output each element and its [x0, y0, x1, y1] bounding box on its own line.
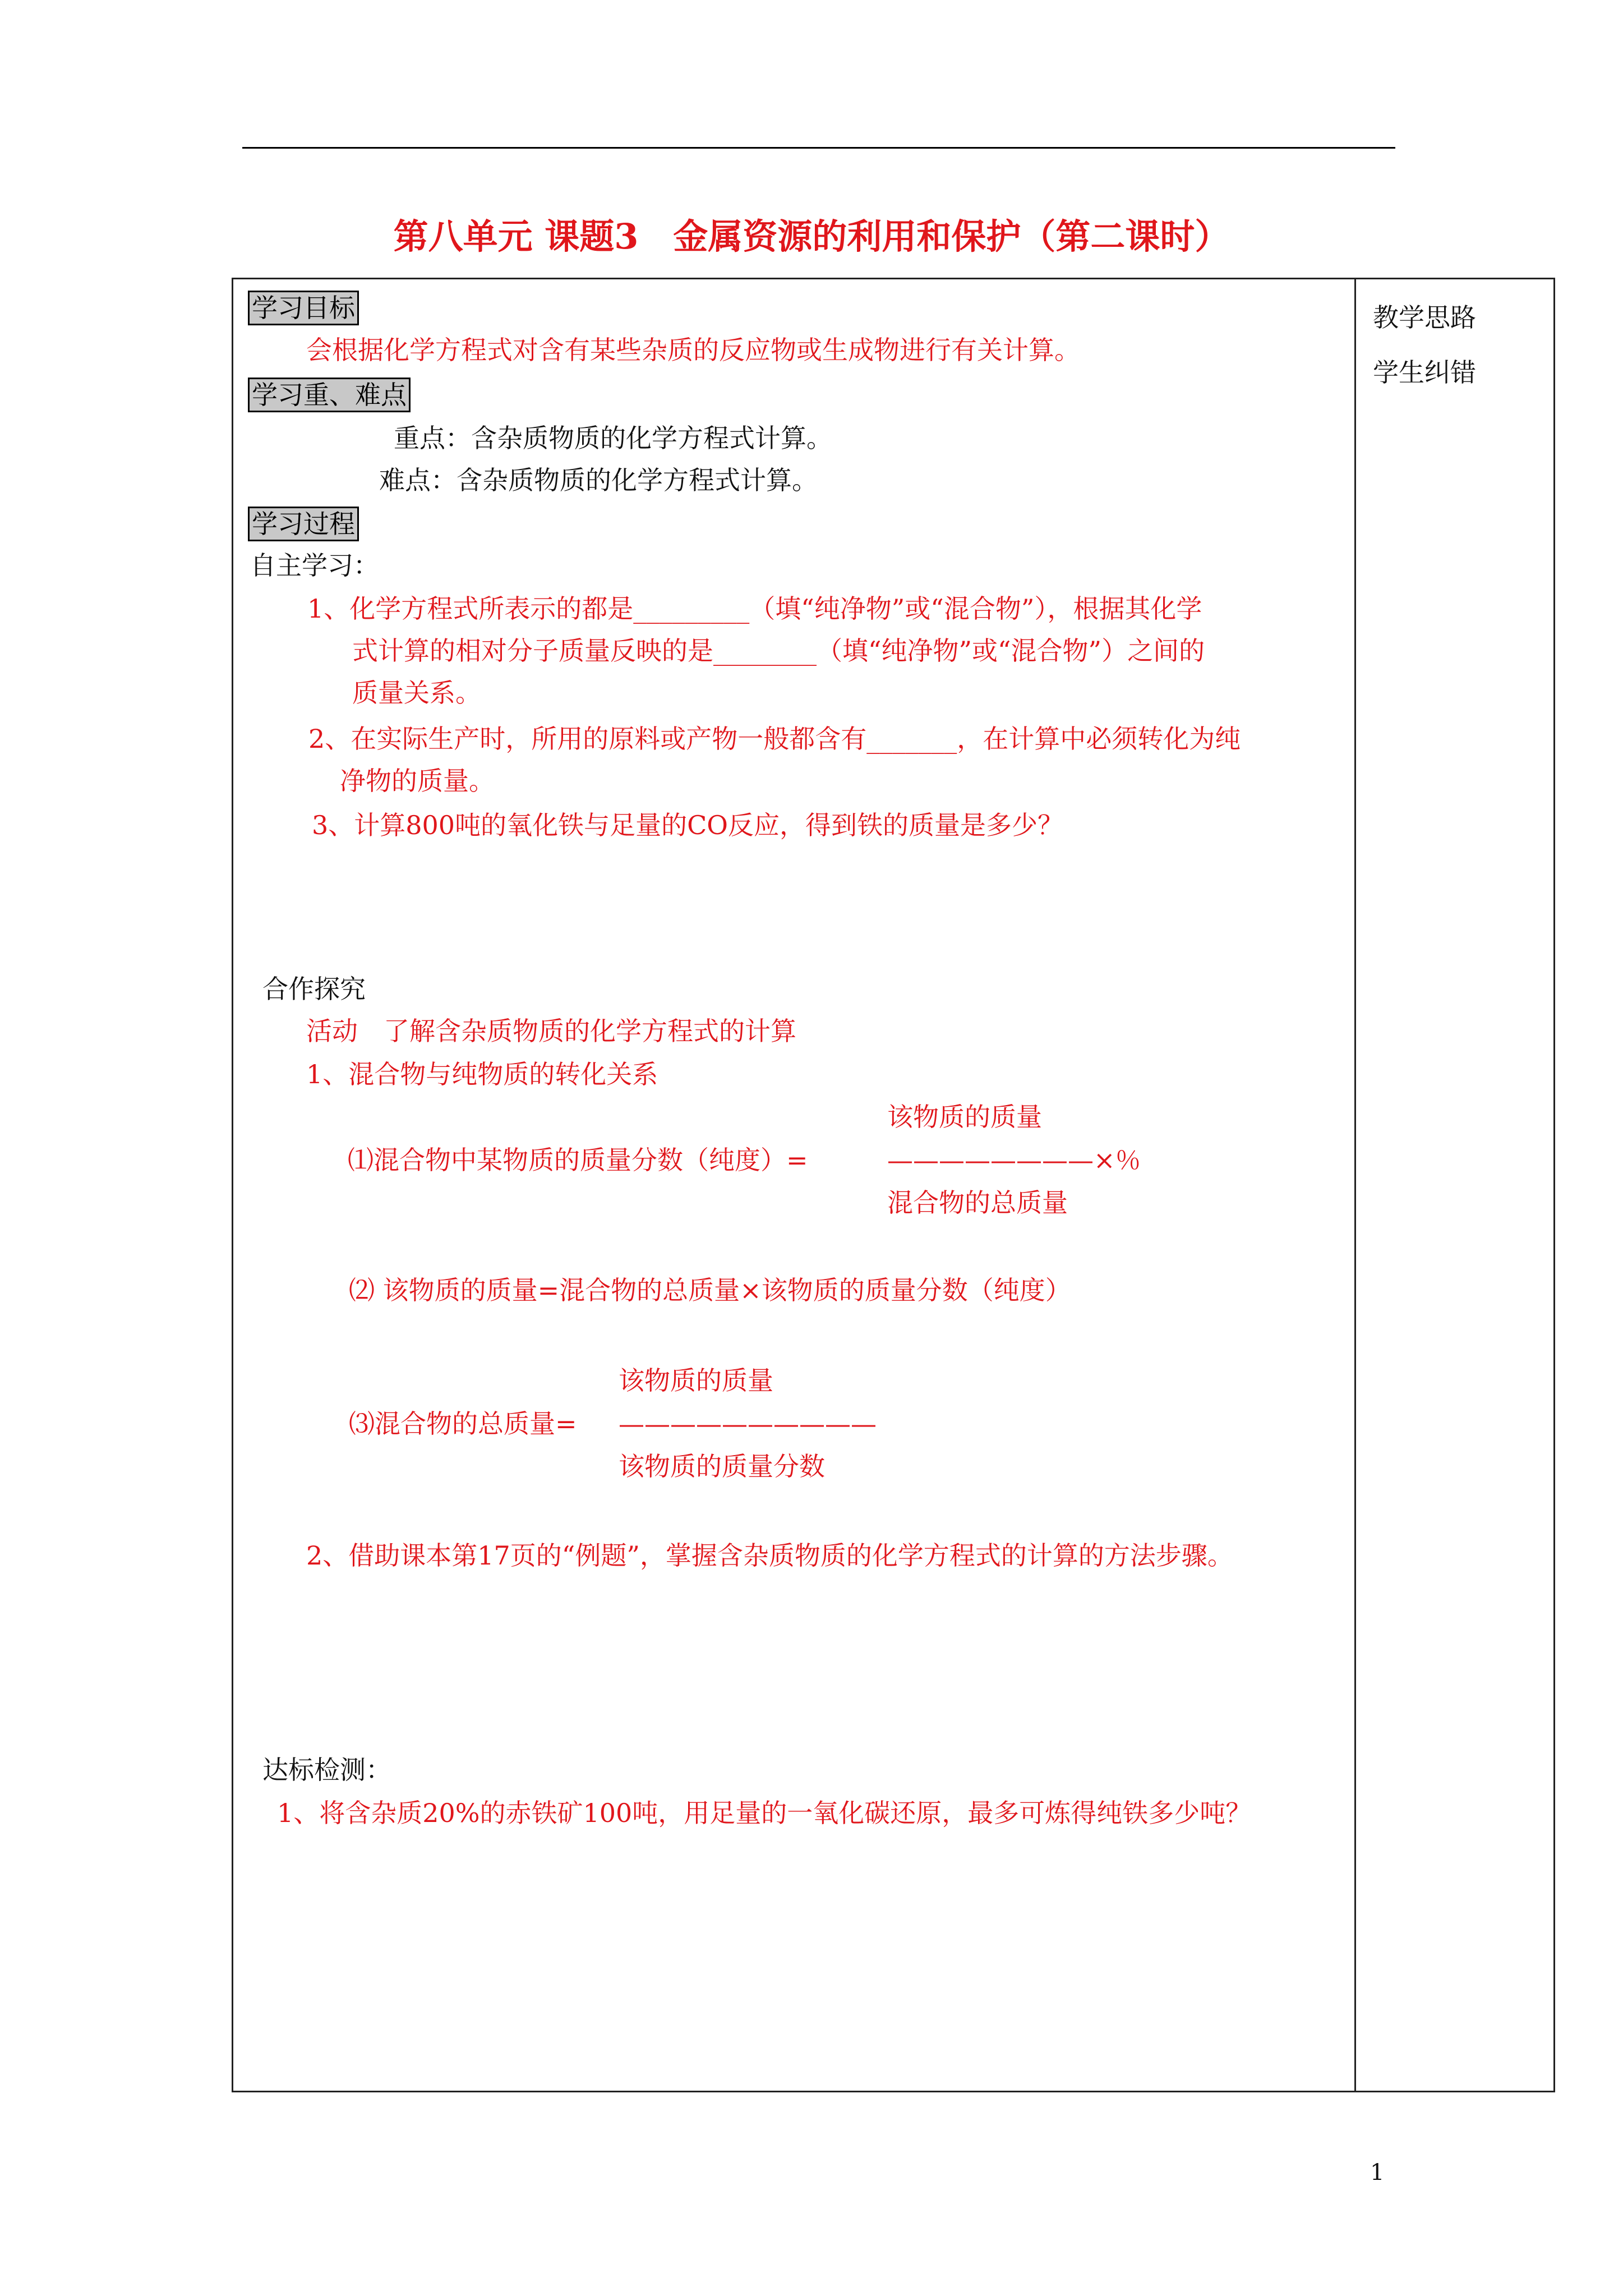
formula-1-numerator: 该物质的质量 [887, 1102, 1042, 1132]
question-1-line-2: 式计算的相对分子质量反映的是________（填“纯净物”或“混合物”）之间的 [352, 636, 1205, 666]
header-rule [242, 147, 1395, 149]
formula-1-denominator: 混合物的总质量 [887, 1188, 1068, 1218]
side-label-student-corrections: 学生纠错 [1373, 357, 1476, 388]
question-3: 3、计算800吨的氧化铁与足量的CO反应，得到铁的质量是多少？ [312, 810, 1063, 840]
activity-title: 活动 了解含杂质物质的化学方程式的计算 [306, 1016, 796, 1046]
formula-1-left: ⑴混合物中某物质的质量分数（纯度）= [348, 1145, 808, 1175]
test-question-1: 1、将含杂质20%的赤铁矿100吨，用足量的一氧化碳还原，最多可炼得纯铁多少吨？ [277, 1798, 1252, 1828]
cooperation-label: 合作探究 [262, 974, 366, 1004]
relation-item-2: 2、借助课本第17页的“例题”，掌握含杂质物质的化学方程式的计算的方法步骤。 [306, 1540, 1233, 1571]
formula-3-left: ⑶混合物的总质量= [349, 1409, 577, 1439]
formula-3-denominator: 该物质的质量分数 [619, 1451, 825, 1481]
section-header-goals: 学习目标 [248, 291, 359, 325]
table-column-divider [1354, 278, 1356, 2092]
key-point-text: 重点：含杂质物质的化学方程式计算。 [394, 423, 832, 453]
formula-1-bar: ————————×％ [887, 1145, 1141, 1175]
question-2-line-2: 净物的质量。 [340, 766, 495, 796]
formula-3-numerator: 该物质的质量 [619, 1365, 773, 1396]
side-label-teaching-ideas: 教学思路 [1373, 302, 1476, 333]
relation-item-1: 1、混合物与纯物质的转化关系 [306, 1059, 658, 1089]
section-header-keypoints: 学习重、难点 [248, 378, 411, 412]
difficult-point-text: 难点：含杂质物质的化学方程式计算。 [379, 465, 818, 495]
question-2-line-1: 2、在实际生产时，所用的原料或产物一般都含有_______，在计算中必须转化为纯 [308, 724, 1241, 754]
test-label: 达标检测： [262, 1755, 391, 1785]
question-1-line-3: 质量关系。 [352, 678, 481, 708]
goals-text: 会根据化学方程式对含有某些杂质的反应物或生成物进行有关计算。 [306, 335, 1080, 365]
formula-2: ⑵ 该物质的质量=混合物的总质量×该物质的质量分数（纯度） [349, 1275, 1071, 1305]
page-number: 1 [1370, 2160, 1385, 2185]
formula-3-bar: —————————— [619, 1409, 877, 1439]
self-study-label: 自主学习： [250, 550, 379, 581]
page-title: 第八单元 课题3 金属资源的利用和保护（第二课时） [393, 216, 1230, 257]
question-1-line-1: 1、化学方程式所表示的都是_________（填“纯净物”或“混合物”），根据其化学 [307, 593, 1202, 624]
section-header-process: 学习过程 [248, 507, 359, 541]
